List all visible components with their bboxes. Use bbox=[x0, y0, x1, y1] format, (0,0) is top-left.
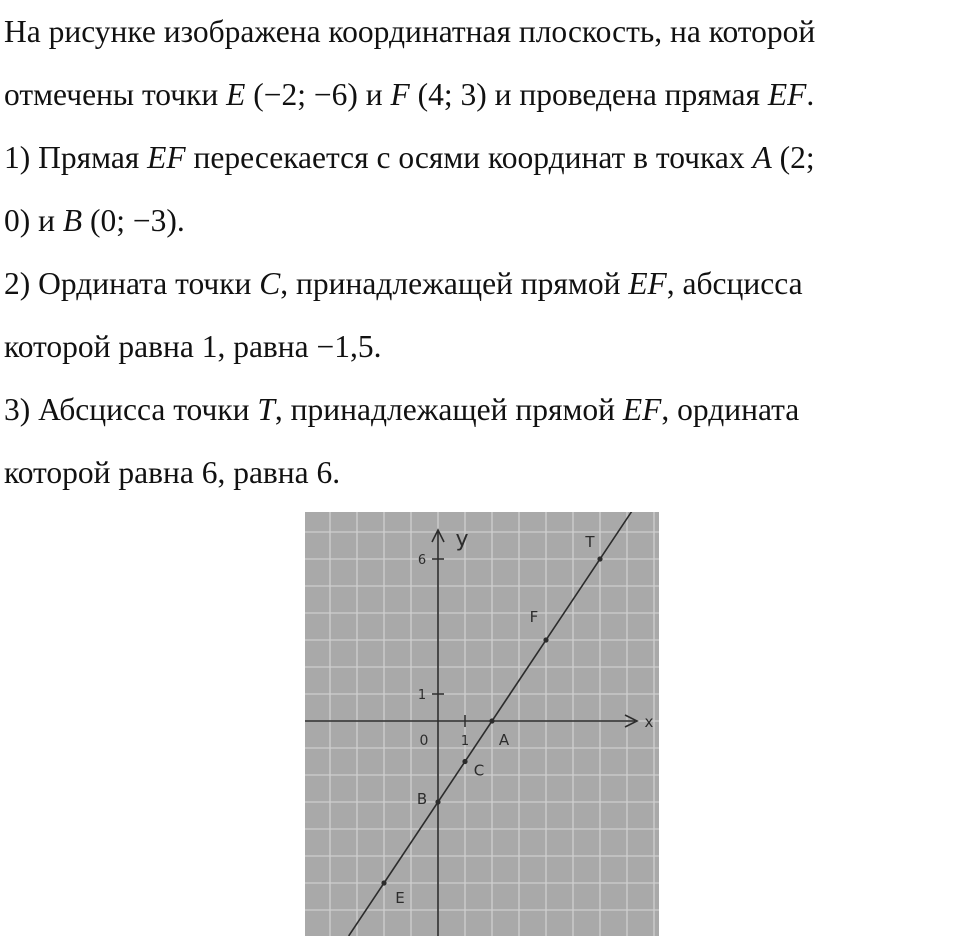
problem-line bbox=[4, 126, 956, 189]
text-run: (0; −3). bbox=[82, 203, 185, 238]
problem-line bbox=[4, 441, 956, 504]
problem-text bbox=[4, 0, 956, 504]
math-variable: EF bbox=[628, 266, 667, 301]
text-run: , абсцисса bbox=[666, 266, 803, 301]
problem-line bbox=[4, 189, 956, 252]
math-variable: EF bbox=[622, 392, 662, 427]
text-run: , ордината bbox=[661, 392, 800, 427]
problem-line bbox=[4, 252, 956, 315]
x-tick-label: 1 bbox=[460, 734, 470, 749]
point-label-t: T bbox=[585, 533, 595, 551]
line-ef bbox=[349, 512, 637, 936]
text-run: которой равна 6, равна 6. bbox=[4, 455, 341, 490]
y-axis-label: y bbox=[455, 527, 469, 552]
text-run: 1) Прямая bbox=[4, 140, 148, 175]
math-variable: F bbox=[390, 77, 410, 112]
math-variable: E bbox=[226, 77, 246, 112]
math-variable: EF bbox=[767, 77, 807, 112]
point-t bbox=[597, 556, 602, 561]
point-b bbox=[435, 799, 440, 804]
point-f bbox=[543, 637, 548, 642]
point-label-a: A bbox=[498, 731, 510, 749]
coordinate-plane bbox=[305, 512, 659, 936]
point-label-f: F bbox=[529, 608, 539, 626]
text-run: отмечены точки bbox=[4, 77, 227, 112]
text-run: 2) Ордината точки bbox=[4, 266, 260, 301]
problem-line bbox=[4, 0, 956, 63]
problem-line bbox=[4, 315, 956, 378]
origin-label: 0 bbox=[419, 733, 429, 749]
math-variable: EF bbox=[147, 140, 186, 175]
math-variable: A bbox=[752, 140, 772, 175]
grid bbox=[305, 512, 659, 936]
text-run: 3) Абсцисса точки bbox=[4, 392, 258, 427]
labels-layer bbox=[395, 527, 653, 907]
graph-photo bbox=[305, 512, 659, 936]
point-c bbox=[462, 759, 467, 764]
text-run: которой равна 1, равна −1,5. bbox=[4, 329, 382, 364]
point-label-b: B bbox=[416, 790, 428, 808]
x-axis-label: x bbox=[644, 713, 654, 731]
problem-line bbox=[4, 378, 956, 441]
y-tick-label: 6 bbox=[417, 553, 427, 568]
text-run: , принадлежащей прямой bbox=[280, 266, 629, 301]
y-tick-label: 1 bbox=[417, 688, 427, 703]
text-run: 0) и bbox=[4, 203, 63, 238]
text-run: пересекается с осями координат в точках bbox=[185, 140, 753, 175]
text-run: . bbox=[806, 77, 815, 112]
point-e bbox=[381, 880, 386, 885]
axes bbox=[305, 530, 637, 936]
line-layer bbox=[349, 512, 637, 936]
text-run: (4; 3) и проведена прямая bbox=[409, 77, 768, 112]
math-variable: C bbox=[259, 266, 281, 301]
text-run: , принадлежащей прямой bbox=[274, 392, 623, 427]
text-run: (−2; −6) и bbox=[245, 77, 391, 112]
text-run: На рисунке изображена координатная плоскость, на которой bbox=[4, 14, 816, 49]
point-a bbox=[489, 718, 494, 723]
problem-line bbox=[4, 63, 956, 126]
text-run: (2; bbox=[771, 140, 815, 175]
math-variable: T bbox=[257, 392, 275, 427]
point-label-e: E bbox=[395, 889, 405, 907]
point-label-c: C bbox=[473, 761, 485, 780]
math-variable: B bbox=[62, 203, 83, 238]
